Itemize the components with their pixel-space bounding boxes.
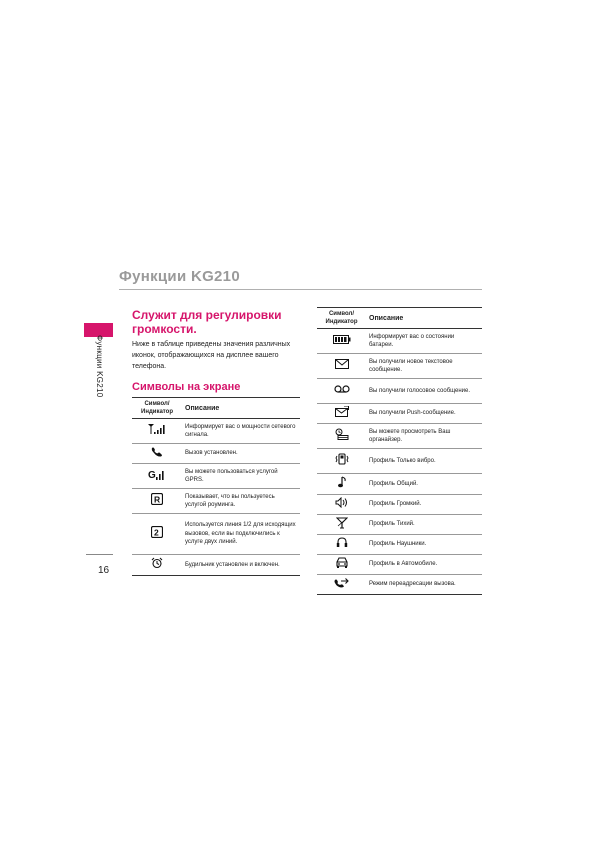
silent-icon: [336, 517, 348, 533]
table-row: [317, 555, 482, 575]
push-message-icon: [335, 406, 349, 421]
gprs-icon: [148, 468, 166, 484]
row-description: Вы получили Push-сообщение.: [366, 404, 482, 424]
table-row: [317, 514, 482, 535]
page-title: Функции KG210: [119, 268, 240, 285]
table-row: [317, 575, 482, 595]
svg-text:G: G: [148, 470, 156, 481]
table-row: [317, 494, 482, 514]
row-description: Профиль Тихий.: [366, 514, 482, 535]
line-2-icon: [151, 526, 163, 542]
row-description: Информирует вас о мощности сетевого сигнала.: [182, 419, 300, 444]
headset-icon: [336, 537, 348, 552]
roaming-icon: [151, 493, 163, 509]
intro-paragraph: Ниже в таблице приведены значения различных иконок, отображающихся на дисплее вашего телефона.: [132, 341, 291, 370]
signal-strength-icon: [148, 424, 166, 438]
table-row: [132, 444, 300, 464]
row-description: Профиль Громкий.: [366, 494, 482, 514]
voicemail-icon: [334, 385, 350, 397]
vertical-label-text: Функции KG210: [95, 335, 104, 398]
col-header-symbol: Символ/ Индикатор: [132, 398, 182, 419]
symbols-table-right: [317, 307, 482, 595]
row-description: Профиль Общий.: [366, 474, 482, 495]
row-description: Показывает, что вы пользуетесь услугой роуминга.: [182, 489, 300, 514]
organizer-icon: [335, 428, 349, 444]
battery-icon: [333, 335, 351, 348]
row-description: Используется линия 1/2 для исходящих вызовов, если вы подключились к услуге двух линий.: [182, 514, 300, 555]
row-description: Режим переадресации вызова.: [366, 575, 482, 595]
table-row: [317, 535, 482, 555]
table-row: [317, 474, 482, 495]
svg-text:R: R: [154, 494, 161, 505]
table-row: [132, 489, 300, 514]
table-row: [317, 329, 482, 354]
call-divert-icon: [334, 577, 350, 592]
call-handset-icon: [151, 447, 163, 461]
title-divider: [119, 289, 482, 290]
alarm-clock-icon: [151, 557, 163, 573]
subheading-screen-symbols: Символы на экране: [132, 381, 241, 393]
car-icon: [335, 557, 349, 572]
row-description: Вы можете просмотреть Ваш органайзер.: [366, 424, 482, 449]
row-description: Профиль в Автомобиле.: [366, 555, 482, 575]
col-header-symbol: Символ/ Индикатор: [317, 308, 366, 329]
loud-icon: [335, 497, 349, 512]
col-header-description: Описание: [366, 308, 482, 329]
envelope-icon: [335, 359, 349, 373]
row-description: Вы получили новое текстовое сообщение.: [366, 354, 482, 379]
row-description: Вызов установлен.: [182, 444, 300, 464]
vertical-section-label: [74, 335, 134, 465]
section-heading: Служит для регулировки громкости.: [132, 308, 282, 336]
table-row: [317, 424, 482, 449]
row-description: Информирует вас о состоянии батареи.: [366, 329, 482, 354]
table-row: [317, 449, 482, 474]
page-number-divider: [86, 554, 113, 555]
vibrate-icon: [335, 453, 349, 469]
table-row: [317, 404, 482, 424]
symbols-table-left: [132, 397, 300, 576]
col-header-description: Описание: [182, 398, 300, 419]
row-description: Профиль Только вибро.: [366, 449, 482, 474]
row-description: Вы можете пользоваться услугой GPRS.: [182, 464, 300, 489]
svg-text:2: 2: [154, 527, 159, 538]
row-description: Профиль Наушники.: [366, 535, 482, 555]
table-row: [132, 464, 300, 489]
table-row: [132, 514, 300, 555]
music-note-icon: [337, 476, 347, 492]
table-row: [132, 419, 300, 444]
table-row: [132, 555, 300, 576]
page-number: 16: [98, 565, 110, 576]
row-description: Вы получили голосовое сообщение.: [366, 379, 482, 404]
row-description: Будильник установлен и включен.: [182, 555, 300, 576]
table-row: [317, 379, 482, 404]
table-row: [317, 354, 482, 379]
